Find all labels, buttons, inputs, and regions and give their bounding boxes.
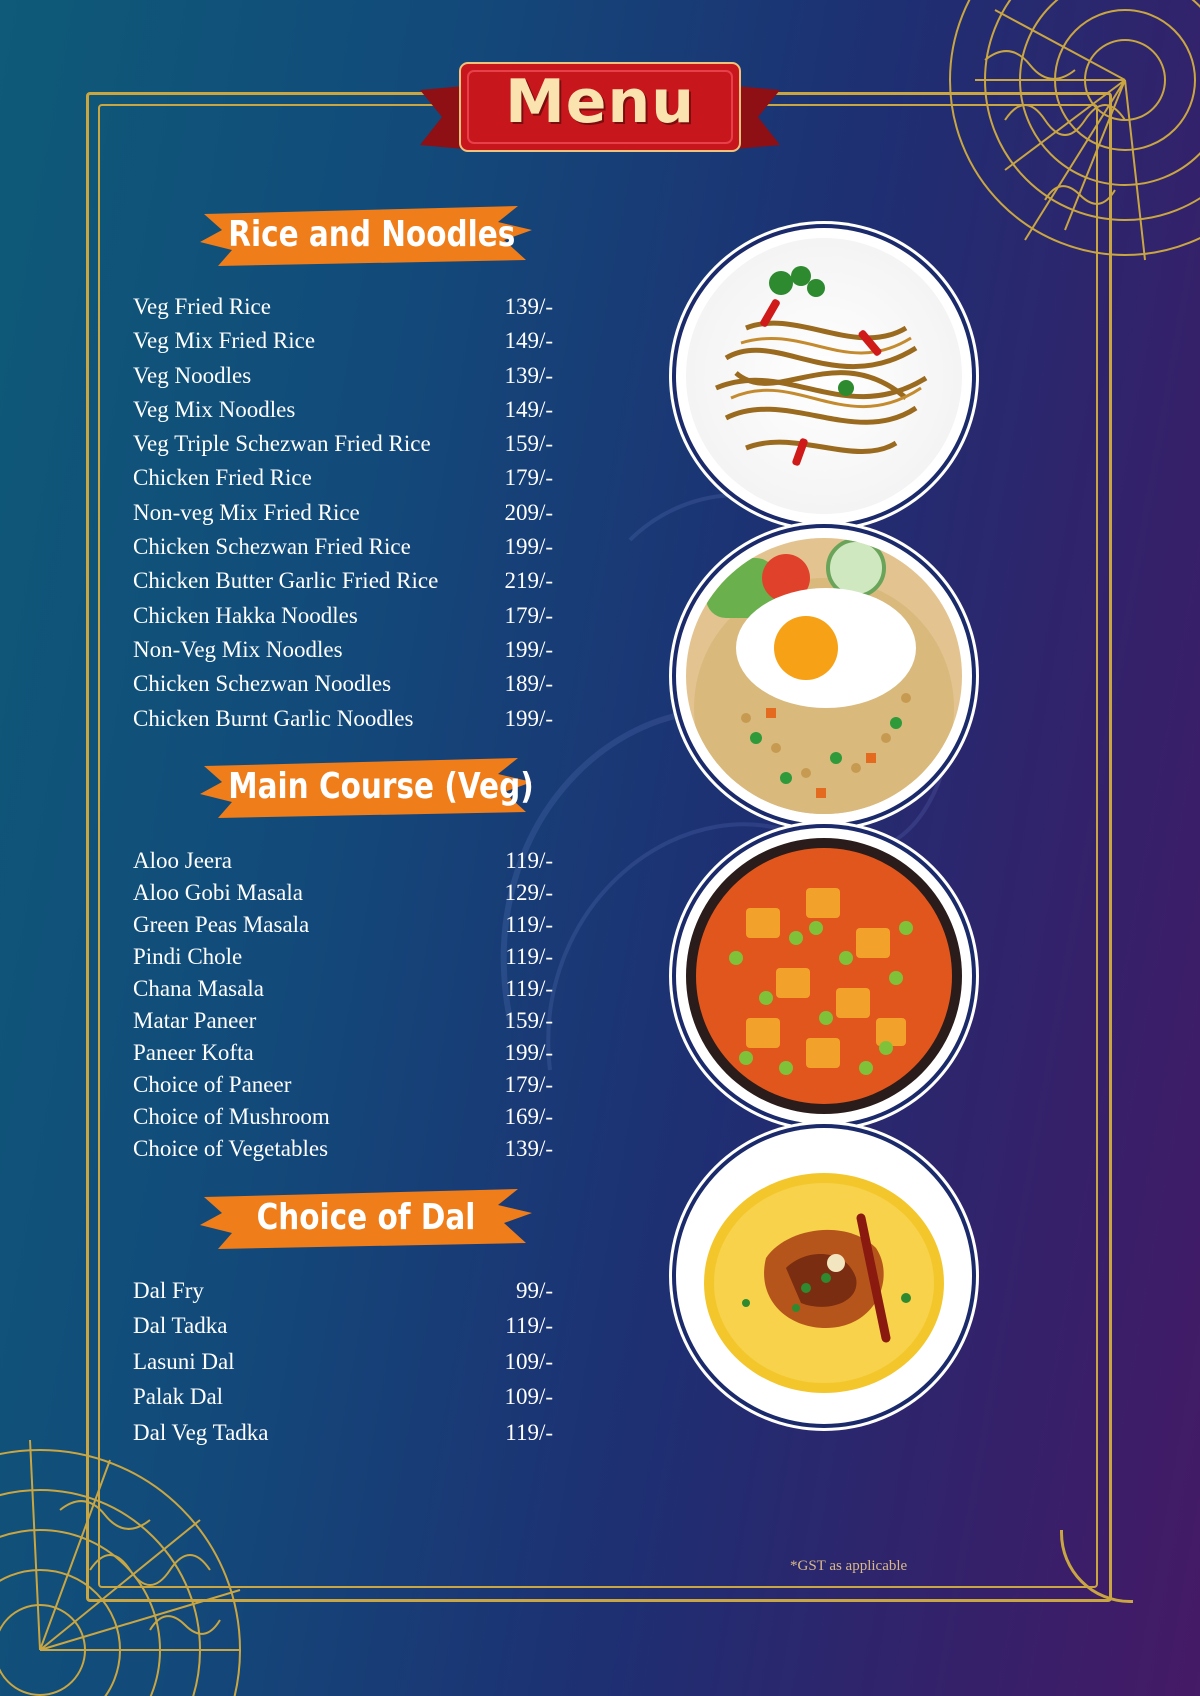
item-name: Choice of Mushroom (133, 1104, 330, 1129)
item-price: 109/- (504, 1348, 553, 1374)
item-name: Palak Dal (133, 1384, 224, 1410)
item-price: 179/- (504, 1072, 553, 1097)
list-item (133, 706, 553, 740)
item-name: Aloo Jeera (133, 848, 232, 873)
matar-paneer-dish-image (676, 828, 972, 1124)
item-price: 129/- (504, 880, 553, 905)
item-name: Dal Veg Tadka (133, 1419, 269, 1445)
item-name: Chicken Burnt Garlic Noodles (133, 705, 414, 731)
list-item (133, 1104, 553, 1136)
list-item (133, 1313, 553, 1348)
list-item (133, 671, 553, 705)
list-item (133, 603, 553, 637)
item-name: Dal Fry (133, 1278, 204, 1303)
menu-title: Menu (505, 67, 695, 137)
item-name: Aloo Gobi Masala (133, 880, 303, 905)
list-item (133, 848, 553, 880)
item-price: 199/- (504, 636, 553, 662)
item-price: 179/- (504, 602, 553, 628)
item-price: 179/- (504, 465, 553, 491)
item-price: 139/- (504, 1136, 553, 1161)
list-item (133, 1349, 553, 1384)
item-price: 199/- (504, 534, 553, 560)
menu-title-ribbon (420, 55, 780, 165)
item-name: Veg Mix Fried Rice (133, 328, 316, 354)
item-name: Non-veg Mix Fried Rice (133, 499, 360, 525)
list-item (133, 568, 553, 602)
list-item (133, 294, 553, 328)
item-price: 109/- (504, 1384, 553, 1410)
gst-footnote: *GST as applicable (790, 1558, 908, 1574)
item-name: Non-Veg Mix Noodles (133, 636, 343, 662)
item-price: 99/- (515, 1278, 553, 1303)
list-item (133, 880, 553, 912)
section-title: Rice and Noodles (228, 214, 516, 255)
item-name: Chicken Schezwan Fried Rice (133, 534, 411, 560)
list-item (133, 944, 553, 976)
section-banner-choice-of-dal (198, 1183, 534, 1253)
item-name: Pindi Chole (133, 944, 243, 969)
section-banner-main-course-veg (198, 752, 534, 822)
item-name: Chana Masala (133, 976, 264, 1001)
item-name: Green Peas Masala (133, 912, 310, 937)
item-name: Dal Tadka (133, 1313, 228, 1339)
item-price: 169/- (504, 1104, 553, 1129)
item-name: Veg Mix Noodles (133, 396, 296, 422)
list-item (133, 1136, 553, 1168)
list-item (133, 397, 553, 431)
item-name: Matar Paneer (133, 1008, 257, 1033)
item-price: 119/- (505, 944, 553, 969)
main-course-veg-list (133, 848, 553, 1168)
item-price: 139/- (504, 362, 553, 388)
list-item (133, 912, 553, 944)
list-item (133, 1278, 553, 1313)
noodles-dish-image (676, 228, 972, 524)
list-item (133, 1420, 553, 1455)
item-price: 119/- (505, 1313, 553, 1339)
item-name: Veg Triple Schezwan Fried Rice (133, 431, 431, 457)
dal-tadka-dish-image (676, 1128, 972, 1424)
item-price: 189/- (504, 671, 553, 697)
item-price: 149/- (504, 328, 553, 354)
choice-of-dal-list (133, 1278, 553, 1455)
list-item (133, 465, 553, 499)
list-item (133, 431, 553, 465)
section-title: Main Course (Veg) (228, 766, 534, 807)
list-item (133, 637, 553, 671)
item-price: 119/- (505, 848, 553, 873)
list-item (133, 1384, 553, 1419)
item-name: Veg Noodles (133, 362, 252, 388)
item-price: 209/- (504, 499, 553, 525)
list-item (133, 1040, 553, 1072)
item-price: 159/- (504, 1008, 553, 1033)
section-title: Choice of Dal (256, 1197, 476, 1238)
list-item (133, 500, 553, 534)
item-price: 139/- (504, 294, 553, 319)
egg-fried-rice-dish-image (676, 528, 972, 824)
item-price: 199/- (504, 1040, 553, 1065)
list-item (133, 1072, 553, 1104)
section-banner-rice-noodles (198, 200, 534, 270)
list-item (133, 976, 553, 1008)
list-item (133, 534, 553, 568)
item-price: 149/- (504, 396, 553, 422)
item-name: Chicken Butter Garlic Fried Rice (133, 568, 439, 594)
item-price: 119/- (505, 1419, 553, 1445)
item-price: 159/- (504, 431, 553, 457)
item-price: 199/- (504, 705, 553, 731)
item-price: 119/- (505, 976, 553, 1001)
item-price: 119/- (505, 912, 553, 937)
item-price: 219/- (504, 568, 553, 594)
item-name: Paneer Kofta (133, 1040, 254, 1065)
item-name: Lasuni Dal (133, 1348, 235, 1374)
item-name: Veg Fried Rice (133, 294, 271, 319)
item-name: Chicken Fried Rice (133, 465, 312, 491)
list-item (133, 328, 553, 362)
item-name: Chicken Hakka Noodles (133, 602, 358, 628)
mandala-top-right-icon (915, 0, 1200, 290)
list-item (133, 363, 553, 397)
item-name: Chicken Schezwan Noodles (133, 671, 392, 697)
item-name: Choice of Vegetables (133, 1136, 329, 1161)
rice-noodles-list (133, 294, 553, 740)
list-item (133, 1008, 553, 1040)
item-name: Choice of Paneer (133, 1072, 292, 1097)
